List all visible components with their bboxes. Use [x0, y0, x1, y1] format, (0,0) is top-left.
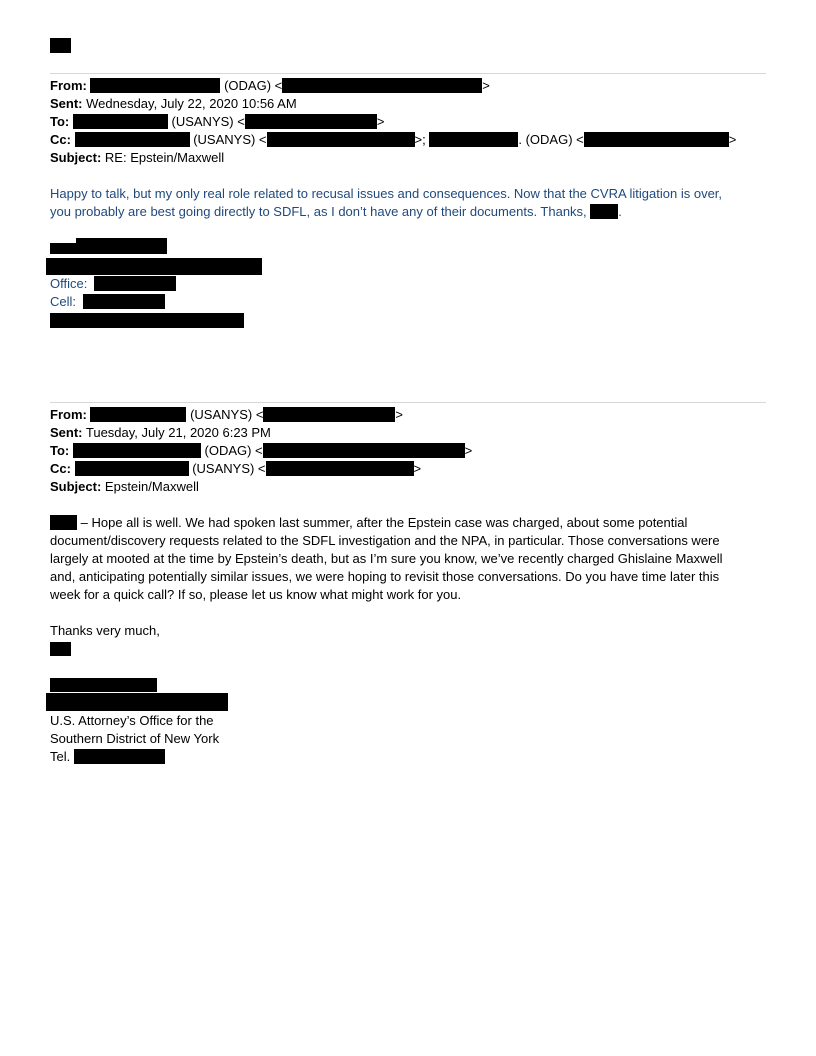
email2-body-line: largely at mooted at the time by Epstein’s death, but as I’m sure you know, we’ve recently charged Ghislaine Maxwell — [50, 551, 723, 566]
recipient-office: (USANYS) < — [171, 114, 245, 129]
redaction-sig-title — [46, 693, 228, 711]
cc-label: Cc: — [50, 461, 71, 476]
redaction-sig-email — [50, 313, 244, 328]
redaction-sender-email — [282, 78, 482, 93]
sig-office-line: U.S. Attorney’s Office for the — [50, 713, 214, 728]
to-label: To: — [50, 443, 70, 458]
cc1-office: (USANYS) < — [193, 132, 267, 147]
sig-cell-label: Cell: — [50, 294, 77, 309]
sender-office: (ODAG) < — [224, 78, 283, 93]
email2-to-row: To: (ODAG) < > — [50, 443, 473, 458]
sent-date: Tuesday, July 21, 2020 6:23 PM — [85, 425, 271, 440]
email2-cc-row: Cc: (USANYS) < > — [50, 461, 422, 476]
sent-date: Wednesday, July 22, 2020 10:56 AM — [86, 96, 297, 111]
redaction-cc1-email — [267, 132, 415, 147]
email1-sent-row — [50, 95, 297, 113]
redaction-recipient-name — [73, 443, 201, 458]
redaction-recipient-name — [73, 114, 168, 129]
sig-office-row — [50, 275, 176, 293]
sig-cell-row — [50, 293, 165, 311]
email1-subject-row — [50, 149, 224, 167]
redaction-office-phone — [94, 276, 176, 291]
subject-label: Subject: — [50, 150, 102, 165]
email2-sent-row — [50, 424, 271, 442]
email1-to-row: To: (USANYS) < > — [50, 114, 385, 129]
email2-body-line: – Hope all is well. We had spoken last summer, after the Epstein case was charged, about some potential — [50, 514, 687, 532]
redaction-cc-name — [75, 461, 189, 476]
redaction-cell-phone — [83, 294, 165, 309]
email2-body-line: document/discovery requests related to the SDFL investigation and the NPA, in particular. Those conversations were — [50, 533, 720, 548]
sig-office-label: Office: — [50, 276, 88, 291]
header-divider — [50, 73, 766, 74]
from-label: From: — [50, 78, 87, 93]
email2-from-row: From: (USANYS) < > — [50, 407, 404, 422]
redaction-sig-name-b — [76, 238, 167, 254]
redaction-tel-number — [74, 749, 165, 764]
email2-closing: Thanks very much, — [50, 623, 160, 638]
redaction-recipient-email — [263, 443, 465, 458]
redaction-sender-name — [90, 78, 220, 93]
sig-tel-label: Tel. — [50, 749, 71, 764]
redaction-sender-email — [263, 407, 395, 422]
email1-body-line: you probably are best going directly to SDFL, as I don’t have any of their documents. Thanks, . — [50, 204, 622, 219]
to-label: To: — [50, 114, 70, 129]
redaction-sig-name — [50, 678, 157, 692]
sent-label: Sent: — [50, 425, 83, 440]
sig-district-line: Southern District of New York — [50, 731, 220, 746]
email1-cc-row: Cc: (USANYS) < >; . (ODAG) < > — [50, 132, 737, 147]
sender-office: (USANYS) < — [190, 407, 264, 422]
redaction-greeting-name — [50, 515, 77, 530]
email1-body-line: Happy to talk, but my only real role related to recusal issues and consequences. Now that the CVRA litigation is over, — [50, 186, 723, 201]
redaction-recipient-email — [245, 114, 377, 129]
redaction-sender-name — [90, 407, 186, 422]
subject-text: Epstein/Maxwell — [104, 479, 199, 494]
redaction-cc2-email — [584, 132, 729, 147]
header-divider — [50, 402, 766, 403]
redaction-cc2-name — [429, 132, 518, 147]
redaction-signoff-name — [590, 204, 618, 219]
redaction-sig-title — [46, 258, 262, 275]
cc-label: Cc: — [50, 132, 71, 147]
email2-body-line: and, anticipating potentially similar issues, we were hoping to revisit those conversations. Do you have time later this — [50, 569, 720, 584]
recipient-office: (ODAG) < — [204, 443, 263, 458]
sig-tel-row — [50, 748, 165, 766]
email1-from-row: From: (ODAG) < > — [50, 78, 490, 93]
from-label: From: — [50, 407, 87, 422]
cc-office: (USANYS) < — [192, 461, 266, 476]
redaction-sig-name-a — [50, 243, 76, 254]
sent-label: Sent: — [50, 96, 83, 111]
email2-subject-row — [50, 478, 199, 496]
redaction-cc1-name — [75, 132, 190, 147]
subject-text: RE: Epstein/Maxwell — [104, 150, 225, 165]
redaction-closing-name — [50, 642, 71, 656]
redaction-cc-email — [266, 461, 414, 476]
email2-body-line: week for a quick call? If so, please let us know what might work for you. — [50, 587, 462, 602]
cc2-office: . (ODAG) < — [518, 132, 584, 147]
subject-label: Subject: — [50, 479, 102, 494]
redaction-initials-top — [50, 38, 71, 53]
